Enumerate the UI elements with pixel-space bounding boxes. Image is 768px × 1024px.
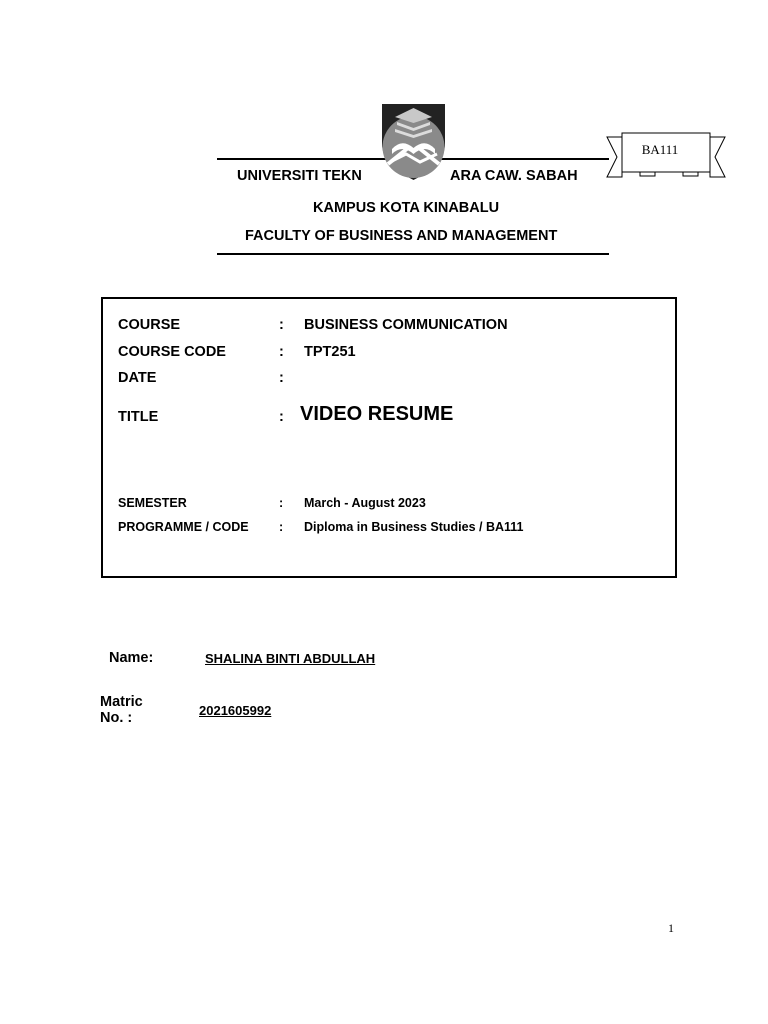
programme-value: Diploma in Business Studies / BA111 (304, 520, 524, 534)
programme-sep: : (279, 520, 284, 534)
student-name-value: SHALINA BINTI ABDULLAH (205, 651, 376, 666)
title-sep: : (279, 409, 284, 425)
course-sep: : (279, 317, 284, 333)
campus-name: KAMPUS KOTA KINABALU (313, 200, 500, 216)
course-value: BUSINESS COMMUNICATION (304, 317, 508, 333)
course-info-box (101, 297, 677, 578)
date-sep: : (279, 370, 284, 386)
course-code-value: TPT251 (304, 344, 356, 360)
course-label: COURSE (118, 317, 181, 333)
matric-label-line2: No. : (100, 710, 133, 726)
title-label: TITLE (118, 409, 159, 425)
matric-value: 2021605992 (199, 703, 272, 718)
university-name-left: UNIVERSITI TEKN (237, 168, 362, 184)
university-name-right: ARA CAW. SABAH (450, 168, 578, 184)
matric-label-line1: Matric (100, 694, 143, 710)
page-number: 1 (668, 921, 674, 935)
faculty-name: FACULTY OF BUSINESS AND MANAGEMENT (245, 228, 558, 244)
student-name-label: Name: (109, 650, 154, 666)
semester-sep: : (279, 496, 284, 510)
course-code-sep: : (279, 344, 284, 360)
programme-label: PROGRAMME / CODE (118, 520, 249, 534)
semester-value: March - August 2023 (304, 496, 426, 510)
program-badge-label: BA111 (641, 141, 679, 157)
semester-label: SEMESTER (118, 496, 187, 510)
title-value: VIDEO RESUME (300, 403, 454, 425)
university-logo (380, 104, 447, 180)
date-label: DATE (118, 370, 157, 386)
header-bottom-rule (217, 253, 609, 255)
course-code-label: COURSE CODE (118, 344, 226, 360)
